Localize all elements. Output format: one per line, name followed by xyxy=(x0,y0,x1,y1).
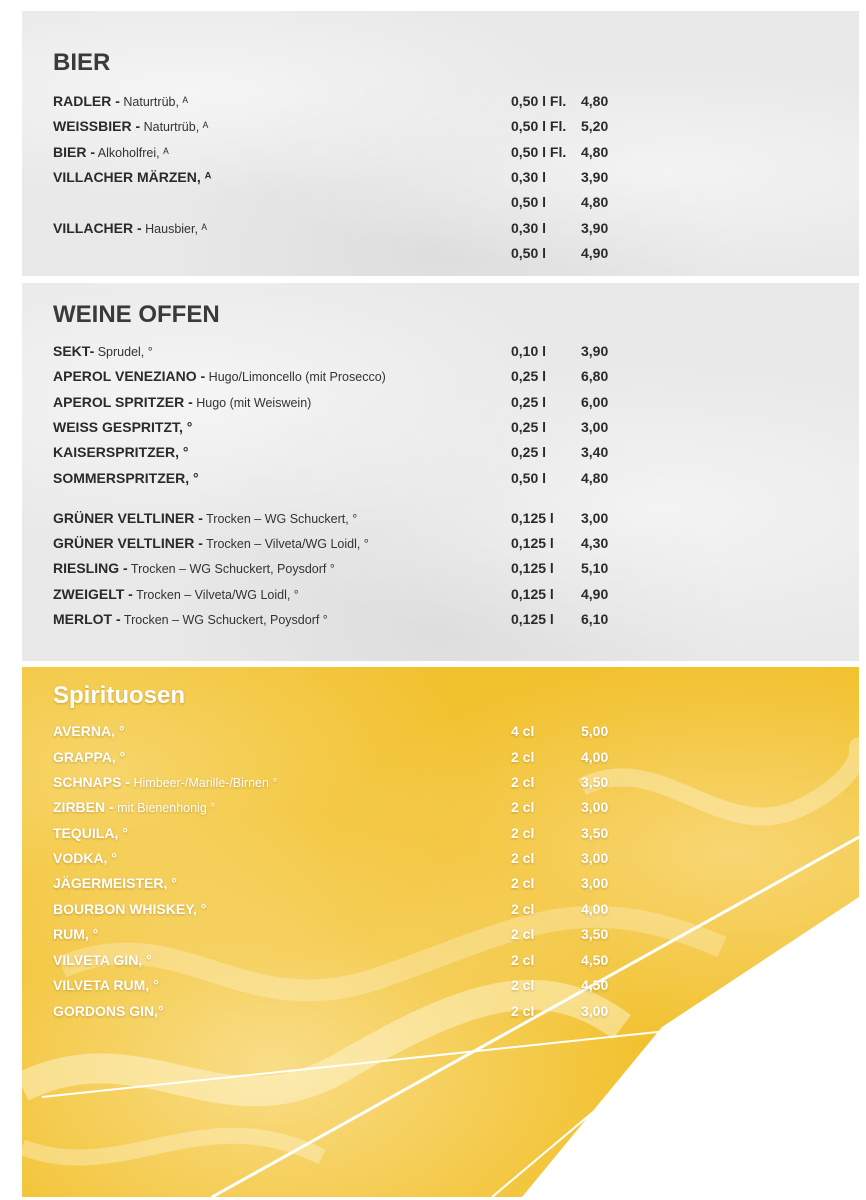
item-size: 0,50 l xyxy=(511,194,547,210)
item-name: BIER - xyxy=(53,144,95,160)
menu-item xyxy=(53,140,833,164)
item-name: MERLOT - xyxy=(53,611,121,627)
item-size: 2 cl xyxy=(511,952,535,968)
item-price: 3,00 xyxy=(581,419,609,435)
item-name: GRÜNER VELTLINER - xyxy=(53,510,203,526)
item-price: 5,20 xyxy=(581,118,609,134)
menu-item xyxy=(53,466,833,490)
menu-item xyxy=(53,821,833,845)
menu-item xyxy=(53,795,833,819)
item-name: WEISS GESPRITZT, ° xyxy=(53,419,193,435)
item-price: 4,80 xyxy=(581,144,609,160)
menu-item xyxy=(53,415,833,439)
menu-item xyxy=(53,948,833,972)
menu-item xyxy=(53,999,833,1023)
menu-item xyxy=(53,897,833,921)
weine-title: WEINE OFFEN xyxy=(53,301,220,328)
menu-item xyxy=(53,556,833,580)
item-price: 3,90 xyxy=(581,343,609,359)
menu-item xyxy=(53,745,833,769)
menu-item xyxy=(53,871,833,895)
item-name: WEISSBIER - xyxy=(53,118,141,134)
item-price: 4,00 xyxy=(581,901,609,917)
item-price: 3,40 xyxy=(581,444,609,460)
item-price: 3,00 xyxy=(581,875,609,891)
item-desc: Trocken – WG Schuckert, Poysdorf ° xyxy=(120,613,328,627)
item-price: 3,90 xyxy=(581,169,609,185)
item-price: 3,00 xyxy=(581,1003,609,1019)
item-name: BOURBON WHISKEY, ° xyxy=(53,901,207,917)
spirituosen-section xyxy=(22,667,859,1197)
menu-item xyxy=(53,364,833,388)
menu-item xyxy=(53,89,833,113)
weine-section xyxy=(22,283,859,661)
menu-item xyxy=(53,339,833,363)
item-name: RIESLING - xyxy=(53,560,128,576)
menu-item xyxy=(53,114,833,138)
item-size: 0,50 l xyxy=(511,245,547,261)
item-price: 4,80 xyxy=(581,470,609,486)
item-size: 0,50 l Fl. xyxy=(511,93,567,109)
item-size: 0,50 l Fl. xyxy=(511,144,567,160)
menu-item xyxy=(53,846,833,870)
bier-section xyxy=(22,11,859,276)
item-desc: Naturtrüb, ᴬ xyxy=(119,95,189,109)
menu-item xyxy=(53,582,833,606)
item-price: 4,30 xyxy=(581,535,609,551)
menu-item xyxy=(53,531,833,555)
item-desc: Alkoholfrei, ᴬ xyxy=(95,146,169,160)
item-name: APEROL SPRITZER - xyxy=(53,394,193,410)
item-desc: Trocken – WG Schuckert, ° xyxy=(202,512,358,526)
item-name: JÄGERMEISTER, ° xyxy=(53,875,177,891)
item-name: VILLACHER MÄRZEN, ᴬ xyxy=(53,169,212,185)
item-size: 0,125 l xyxy=(511,510,554,526)
item-price: 3,00 xyxy=(581,799,609,815)
item-size: 2 cl xyxy=(511,749,535,765)
menu-item xyxy=(53,973,833,997)
item-price: 3,50 xyxy=(581,774,609,790)
item-size: 2 cl xyxy=(511,926,535,942)
item-size: 0,25 l xyxy=(511,368,547,384)
item-desc: Hugo/Limoncello (mit Prosecco) xyxy=(205,370,386,384)
item-name: APEROL VENEZIANO - xyxy=(53,368,206,384)
item-name: VILVETA RUM, ° xyxy=(53,977,159,993)
menu-item xyxy=(53,607,833,631)
item-size: 0,25 l xyxy=(511,419,547,435)
item-name: GRÜNER VELTLINER - xyxy=(53,535,203,551)
item-price: 3,00 xyxy=(581,510,609,526)
item-size: 0,30 l xyxy=(511,169,547,185)
item-size: 2 cl xyxy=(511,850,535,866)
item-size: 0,125 l xyxy=(511,560,554,576)
item-price: 4,50 xyxy=(581,977,609,993)
item-price: 5,00 xyxy=(581,723,609,739)
item-name: VILLACHER - xyxy=(53,220,142,236)
item-name: KAISERSPRITZER, ° xyxy=(53,444,189,460)
item-name: TEQUILA, ° xyxy=(53,825,128,841)
item-desc: Trocken – Vilveta/WG Loidl, ° xyxy=(202,537,369,551)
item-price: 3,50 xyxy=(581,926,609,942)
menu-item xyxy=(53,390,833,414)
item-price: 4,90 xyxy=(581,245,609,261)
menu-item xyxy=(53,719,833,743)
item-name: RADLER - xyxy=(53,93,120,109)
item-name: ZIRBEN - xyxy=(53,799,114,815)
item-price: 5,10 xyxy=(581,560,609,576)
item-size: 0,10 l xyxy=(511,343,547,359)
item-price: 4,00 xyxy=(581,749,609,765)
item-size: 0,125 l xyxy=(511,586,554,602)
item-desc: mit Bienenhonig ° xyxy=(113,801,216,815)
menu-item xyxy=(53,922,833,946)
item-name: AVERNA, ° xyxy=(53,723,125,739)
item-desc: Trocken – WG Schuckert, Poysdorf ° xyxy=(127,562,335,576)
item-desc: Trocken – Vilveta/WG Loidl, ° xyxy=(132,588,299,602)
item-size: 2 cl xyxy=(511,1003,535,1019)
item-desc: Sprudel, ° xyxy=(94,345,153,359)
item-price: 3,50 xyxy=(581,825,609,841)
item-desc: Naturtrüb, ᴬ xyxy=(140,120,209,134)
item-size: 0,50 l Fl. xyxy=(511,118,567,134)
item-size: 2 cl xyxy=(511,977,535,993)
item-desc: Himbeer-/Marille-/Birnen ° xyxy=(130,776,278,790)
item-name: SCHNAPS - xyxy=(53,774,131,790)
item-name: GRAPPA, ° xyxy=(53,749,126,765)
item-desc: Hugo (mit Weiswein) xyxy=(192,396,312,410)
menu-item xyxy=(53,190,833,214)
item-name: SOMMERSPRITZER, ° xyxy=(53,470,199,486)
item-price: 6,00 xyxy=(581,394,609,410)
spirituosen-title: Spirituosen xyxy=(53,682,186,709)
item-name: ZWEIGELT - xyxy=(53,586,133,602)
menu-item xyxy=(53,506,833,530)
item-size: 2 cl xyxy=(511,799,535,815)
item-name: RUM, ° xyxy=(53,926,99,942)
bier-title: BIER xyxy=(53,49,111,76)
item-price: 6,80 xyxy=(581,368,609,384)
item-price: 4,80 xyxy=(581,93,609,109)
item-size: 0,25 l xyxy=(511,444,547,460)
item-price: 4,50 xyxy=(581,952,609,968)
menu-item xyxy=(53,770,833,794)
item-size: 0,50 l xyxy=(511,470,547,486)
menu-item xyxy=(53,241,833,265)
item-size: 2 cl xyxy=(511,825,535,841)
item-name: VODKA, ° xyxy=(53,850,117,866)
menu-item xyxy=(53,165,833,189)
item-size: 0,25 l xyxy=(511,394,547,410)
item-size: 2 cl xyxy=(511,901,535,917)
item-desc: Hausbier, ᴬ xyxy=(141,222,208,236)
item-size: 2 cl xyxy=(511,774,535,790)
item-name: GORDONS GIN,° xyxy=(53,1003,164,1019)
menu-item xyxy=(53,440,833,464)
menu-item xyxy=(53,216,833,240)
item-price: 4,90 xyxy=(581,586,609,602)
item-price: 3,00 xyxy=(581,850,609,866)
item-price: 6,10 xyxy=(581,611,609,627)
item-price: 4,80 xyxy=(581,194,609,210)
item-size: 2 cl xyxy=(511,875,535,891)
item-size: 0,125 l xyxy=(511,535,554,551)
item-name: VILVETA GIN, ° xyxy=(53,952,152,968)
item-name: SEKT- xyxy=(53,343,95,359)
item-size: 0,125 l xyxy=(511,611,554,627)
item-price: 3,90 xyxy=(581,220,609,236)
item-size: 0,30 l xyxy=(511,220,547,236)
item-size: 4 cl xyxy=(511,723,535,739)
